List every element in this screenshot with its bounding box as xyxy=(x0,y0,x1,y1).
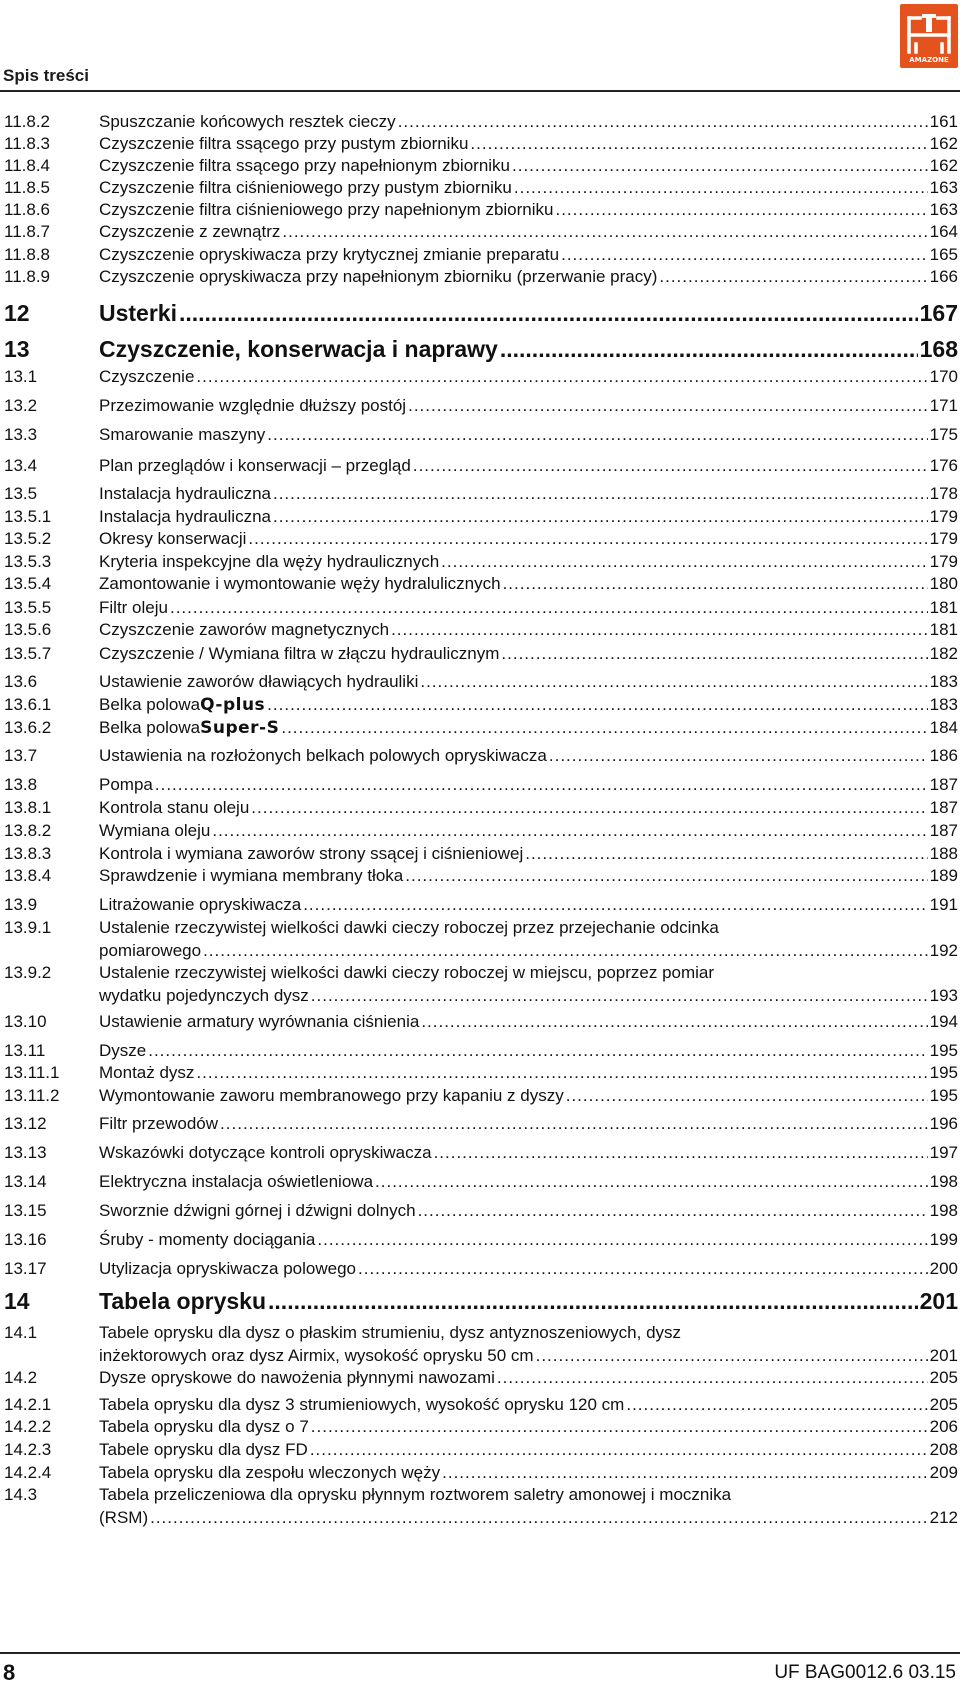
dot-leader xyxy=(497,1368,928,1388)
toc-entry-title: Wymontowanie zaworu membranowego przy kapaniu z dyszy xyxy=(99,1086,564,1105)
dot-leader xyxy=(566,1086,928,1106)
toc-entry-page: 163 xyxy=(929,200,958,219)
dot-leader xyxy=(179,300,918,327)
dot-leader xyxy=(267,695,927,715)
toc-entry-page: 182 xyxy=(929,644,958,663)
toc-entry-page: 166 xyxy=(929,267,958,286)
toc-entry-number: 13.16 xyxy=(4,1230,47,1249)
toc-entry-number: 13.1 xyxy=(4,367,38,386)
toc-entry-number: 11.8.7 xyxy=(4,222,51,241)
dot-leader xyxy=(268,1288,918,1315)
toc-entry-title: Tabele oprysku dla dysz FD xyxy=(99,1440,308,1459)
toc-entry-page: 201 xyxy=(919,1288,958,1314)
toc-entry-page: 197 xyxy=(929,1143,958,1162)
toc-entry-title: Ustalenie rzeczywistej wielkości dawki cieczy roboczej przez przejechanie odcinka xyxy=(99,918,719,937)
toc-entry-page: 181 xyxy=(929,620,958,639)
toc-entry-title: Zamontowanie i wymontowanie węży hydralulicznych xyxy=(99,574,501,593)
dot-leader xyxy=(626,1395,927,1415)
dot-leader xyxy=(413,456,928,476)
toc-entry-page: 164 xyxy=(929,222,958,241)
dot-leader xyxy=(418,1201,928,1221)
toc-entry-page: 187 xyxy=(929,775,958,794)
toc-entry-number: 11.8.9 xyxy=(4,267,51,286)
toc-entry-title: Montaż dysz xyxy=(99,1063,195,1082)
toc-entry-number: 13.8.1 xyxy=(4,798,52,817)
toc-entry-number: 13.9.1 xyxy=(4,918,52,937)
toc-entry-title: Czyszczenie zaworów magnetycznych xyxy=(99,620,390,639)
toc-entry-title: Tabela oprysku xyxy=(99,1288,267,1314)
toc-entry-page: 183 xyxy=(929,672,958,691)
toc-entry-title: Plan przeglądów i konserwacji – przegląd xyxy=(99,456,411,475)
toc-entry-page: 196 xyxy=(929,1114,958,1133)
section-title: Spis treści xyxy=(3,66,89,85)
toc-entry-number: 13.11.1 xyxy=(4,1063,60,1082)
toc-entry-title: Czyszczenie opryskiwacza przy krytycznej zmianie preparatu xyxy=(99,245,560,264)
page-number: 8 xyxy=(3,1660,16,1685)
toc-entry-title-continued: wydatku pojedynczych dysz xyxy=(99,986,309,1005)
dot-leader xyxy=(155,775,928,795)
toc-entry-number: 13.10 xyxy=(4,1012,47,1031)
dot-leader xyxy=(405,866,927,886)
toc-entry-title: Kontrola i wymiana zaworów strony ssącej i ciśnieniowej xyxy=(99,844,524,863)
amazone-logo-icon xyxy=(900,4,958,68)
toc-entry-page: 201 xyxy=(929,1346,958,1365)
toc-entry-title: Sprawdzenie i wymiana membrany tłoka xyxy=(99,866,404,885)
toc-entry-page: 195 xyxy=(929,1063,958,1082)
toc-entry-title: Spuszczanie końcowych resztek cieczy xyxy=(99,112,396,131)
toc-entry-number: 13.8 xyxy=(4,775,38,794)
dot-leader xyxy=(317,1230,927,1250)
toc-entry-page: 179 xyxy=(929,552,958,571)
toc-entry-number: 14.1 xyxy=(4,1323,38,1342)
dot-leader xyxy=(303,895,927,915)
toc-entry-title: Instalacja hydrauliczna xyxy=(99,507,271,526)
toc-entry-number: 14.2.4 xyxy=(4,1463,52,1482)
dot-leader xyxy=(212,821,927,841)
toc-entry-page: 163 xyxy=(929,178,958,197)
dot-leader xyxy=(561,245,928,265)
toc-entry-number: 12 xyxy=(4,300,30,326)
toc-entry-page: 205 xyxy=(929,1368,958,1387)
logo-wordmark: AMAZONE xyxy=(909,56,949,64)
toc-entry-title: Tabela oprysku dla zespołu wleczonych węży xyxy=(99,1463,441,1482)
toc-entry-page: 161 xyxy=(929,112,958,131)
header-divider xyxy=(0,90,960,92)
toc-entry-number: 11.8.5 xyxy=(4,178,51,197)
toc-entry-page: 170 xyxy=(929,367,958,386)
toc-entry-title: Dysze xyxy=(99,1041,147,1060)
toc-entry-number: 11.8.2 xyxy=(4,112,51,131)
product-brand-name: Super-S xyxy=(200,718,280,738)
toc-entry-number: 13.15 xyxy=(4,1201,47,1220)
toc-entry-number: 14 xyxy=(4,1288,30,1314)
toc-entry-title: Czyszczenie filtra ssącego przy pustym zbiorniku xyxy=(99,134,469,153)
toc-entry-title-continued: inżektorowych oraz dysz Airmix, wysokość oprysku 50 cm xyxy=(99,1346,534,1365)
dot-leader xyxy=(251,798,927,818)
toc-entry-page: 186 xyxy=(929,746,958,765)
dot-leader xyxy=(514,178,928,198)
toc-entry-number: 13.8.2 xyxy=(4,821,52,840)
dot-leader xyxy=(273,484,928,504)
toc-entry-number: 13.7 xyxy=(4,746,38,765)
page-header xyxy=(0,0,960,100)
dot-leader xyxy=(398,112,928,132)
toc-entry-title: Elektryczna instalacja oświetleniowa xyxy=(99,1172,374,1191)
toc-entry-page: 212 xyxy=(929,1508,958,1527)
amazone-logo-graphic xyxy=(900,4,958,68)
toc-entry-page: 167 xyxy=(919,300,958,326)
dot-leader xyxy=(391,620,928,640)
toc-entry-page: 193 xyxy=(929,986,958,1005)
toc-entry-number: 14.2.3 xyxy=(4,1440,52,1459)
dot-leader xyxy=(659,267,927,287)
toc-entry-title-continued: (RSM) xyxy=(99,1508,149,1527)
toc-entry-title: Czyszczenie / Wymiana filtra w złączu hydraulicznym xyxy=(99,644,500,663)
footer-divider xyxy=(0,1652,960,1654)
toc-entry-title: Czyszczenie filtra ciśnieniowego przy napełnionym zbiorniku xyxy=(99,200,554,219)
toc-entry-page: 181 xyxy=(929,598,958,617)
dot-leader xyxy=(555,200,927,220)
toc-entry-title: Tabela oprysku dla dysz o 7 xyxy=(99,1417,309,1436)
toc-entry-page: 171 xyxy=(929,396,958,415)
toc-entry-title: Okresy konserwacji xyxy=(99,529,247,548)
toc-entry-title: Dysze opryskowe do nawożenia płynnymi nawozami xyxy=(99,1368,495,1387)
dot-leader xyxy=(408,396,928,416)
toc-entry-title: Belka polowa xyxy=(99,718,201,737)
toc-entry-number: 13.17 xyxy=(4,1259,47,1278)
toc-entry-page: 175 xyxy=(929,425,958,444)
dot-leader xyxy=(267,425,927,445)
dot-leader xyxy=(549,746,928,766)
toc-entry-title: Śruby - momenty dociągania xyxy=(99,1230,316,1249)
toc-entry-number: 13.5.5 xyxy=(4,598,52,617)
dot-leader xyxy=(512,156,928,176)
toc-entry-number: 13.5.6 xyxy=(4,620,52,639)
toc-entry-number: 13 xyxy=(4,336,30,362)
dot-leader xyxy=(536,1346,928,1366)
dot-leader xyxy=(375,1172,928,1192)
dot-leader xyxy=(501,644,927,664)
toc-entry-title: Kryteria inspekcyjne dla węży hydraulicznych xyxy=(99,552,440,571)
dot-leader xyxy=(421,1012,927,1032)
toc-entry-title: Czyszczenie xyxy=(99,367,195,386)
toc-entry-number: 13.6.1 xyxy=(4,695,52,714)
toc-entry-page: 198 xyxy=(929,1201,958,1220)
toc-entry-title: Filtr oleju xyxy=(99,598,168,617)
toc-entry-number: 13.6 xyxy=(4,672,38,691)
toc-entry-page: 162 xyxy=(929,134,958,153)
toc-entry-page: 199 xyxy=(929,1230,958,1249)
toc-entry-title-continued: pomiarowego xyxy=(99,941,202,960)
toc-entry-title: Pompa xyxy=(99,775,153,794)
toc-entry-title: Wymiana oleju xyxy=(99,821,211,840)
toc-entry-page: 165 xyxy=(929,245,958,264)
toc-entry-number: 13.14 xyxy=(4,1172,47,1191)
dot-leader xyxy=(170,598,928,618)
toc-entry-page: 206 xyxy=(929,1417,958,1436)
toc-entry-number: 14.2 xyxy=(4,1368,38,1387)
toc-entry-page: 188 xyxy=(929,844,958,863)
toc-entry-number: 14.2.1 xyxy=(4,1395,52,1414)
toc-entry-title: Ustawienie armatury wyrównania ciśnienia xyxy=(99,1012,420,1031)
toc-entry-title: Smarowanie maszyny xyxy=(99,425,266,444)
toc-entry-number: 13.5.2 xyxy=(4,529,52,548)
dot-leader xyxy=(196,367,927,387)
toc-entry-page: 180 xyxy=(929,574,958,593)
toc-entry-page: 195 xyxy=(929,1086,958,1105)
toc-entry-number: 11.8.3 xyxy=(4,134,51,153)
toc-entry-title: Belka polowa xyxy=(99,695,201,714)
toc-entry-page: 208 xyxy=(929,1440,958,1459)
dot-leader xyxy=(311,1417,928,1437)
toc-entry-number: 13.11 xyxy=(4,1041,46,1060)
toc-entry-page: 162 xyxy=(929,156,958,175)
toc-entry-number: 14.2.2 xyxy=(4,1417,52,1436)
dot-leader xyxy=(470,134,927,154)
toc-entry-page: 187 xyxy=(929,798,958,817)
dot-leader xyxy=(358,1259,928,1279)
toc-entry-number: 13.4 xyxy=(4,456,38,475)
dot-leader xyxy=(273,507,928,527)
toc-entry-title: Przezimowanie względnie dłuższy postój xyxy=(99,396,407,415)
toc-entry-number: 13.5.4 xyxy=(4,574,52,593)
toc-entry-page: 205 xyxy=(929,1395,958,1414)
dot-leader xyxy=(281,718,927,738)
toc-entry-page: 178 xyxy=(929,484,958,503)
toc-entry-number: 13.9 xyxy=(4,895,38,914)
toc-entry-number: 14.3 xyxy=(4,1485,38,1504)
toc-entry-number: 11.8.6 xyxy=(4,200,51,219)
dot-leader xyxy=(148,1041,927,1061)
dot-leader xyxy=(203,941,928,961)
toc-entry-page: 200 xyxy=(929,1259,958,1278)
toc-entry-number: 11.8.4 xyxy=(4,156,51,175)
toc-entry-page: 198 xyxy=(929,1172,958,1191)
toc-entry-number: 13.11.2 xyxy=(4,1086,60,1105)
toc-entry-title: Wskazówki dotyczące kontroli opryskiwacza xyxy=(99,1143,432,1162)
dot-leader xyxy=(442,1463,928,1483)
toc-entry-number: 13.3 xyxy=(4,425,38,444)
toc-entry-title: Czyszczenie, konserwacja i naprawy xyxy=(99,336,498,362)
toc-entry-page: 194 xyxy=(929,1012,958,1031)
toc-entry-number: 13.8.4 xyxy=(4,866,52,885)
dot-leader xyxy=(282,222,927,242)
toc-entry-page: 183 xyxy=(929,695,958,714)
toc-entry-page: 195 xyxy=(929,1041,958,1060)
toc-entry-page: 179 xyxy=(929,507,958,526)
toc-entry-page: 179 xyxy=(929,529,958,548)
dot-leader xyxy=(503,574,928,594)
dot-leader xyxy=(434,1143,928,1163)
toc-entry-title: Filtr przewodów xyxy=(99,1114,219,1133)
document-code: UF BAG0012.6 03.15 xyxy=(774,1662,956,1683)
toc-entry-page: 168 xyxy=(919,336,958,362)
toc-entry-title: Kontrola stanu oleju xyxy=(99,798,250,817)
toc-entry-title: Tabela przeliczeniowa dla oprysku płynnym roztworem saletry amonowej i mocznika xyxy=(99,1485,732,1504)
toc-entry-number: 11.8.8 xyxy=(4,245,51,264)
toc-entry-title: Ustawienia na rozłożonych belkach polowych opryskiwacza xyxy=(99,746,547,765)
dot-leader xyxy=(150,1508,928,1528)
product-brand-name: Q-plus xyxy=(200,695,266,715)
toc-entry-number: 13.2 xyxy=(4,396,38,415)
toc-entry-number: 13.13 xyxy=(4,1143,47,1162)
toc-entry-number: 13.12 xyxy=(4,1114,47,1133)
dot-leader xyxy=(500,336,918,363)
toc-entry-number: 13.5 xyxy=(4,484,38,503)
dot-leader xyxy=(220,1114,928,1134)
toc-entry-number: 13.5.3 xyxy=(4,552,52,571)
toc-entry-title: Utylizacja opryskiwacza polowego xyxy=(99,1259,357,1278)
toc-entry-page: 192 xyxy=(929,941,958,960)
toc-entry-page: 187 xyxy=(929,821,958,840)
toc-entry-page: 209 xyxy=(929,1463,958,1482)
toc-entry-page: 191 xyxy=(929,895,958,914)
toc-entry-page: 189 xyxy=(929,866,958,885)
dot-leader xyxy=(525,844,927,864)
toc-entry-number: 13.9.2 xyxy=(4,963,52,982)
dot-leader xyxy=(420,672,927,692)
toc-entry-number: 13.5.7 xyxy=(4,644,52,663)
toc-entry-number: 13.8.3 xyxy=(4,844,52,863)
toc-entry-title: Litrażowanie opryskiwacza xyxy=(99,895,302,914)
toc-entry-title: Czyszczenie z zewnątrz xyxy=(99,222,281,241)
toc-entry-title: Sworznie dźwigni górnej i dźwigni dolnych xyxy=(99,1201,416,1220)
toc-entry-page: 184 xyxy=(929,718,958,737)
dot-leader xyxy=(248,529,927,549)
toc-entry-number: 13.5.1 xyxy=(4,507,52,526)
dot-leader xyxy=(196,1063,927,1083)
toc-entry-number: 13.6.2 xyxy=(4,718,52,737)
toc-entry-title: Czyszczenie opryskiwacza przy napełnionym zbiorniku (przerwanie pracy) xyxy=(99,267,658,286)
toc-entry-title: Instalacja hydrauliczna xyxy=(99,484,271,503)
toc-entry-title: Usterki xyxy=(99,300,177,326)
toc-entry-title: Czyszczenie filtra ciśnieniowego przy pustym zbiorniku xyxy=(99,178,512,197)
toc-entry-title: Tabele oprysku dla dysz o płaskim strumieniu, dysz antyznoszeniowych, dysz xyxy=(99,1323,682,1342)
dot-leader xyxy=(310,1440,928,1460)
toc-entry-title: Czyszczenie filtra ssącego przy napełnionym zbiorniku xyxy=(99,156,511,175)
toc-entry-title: Ustalenie rzeczywistej wielkości dawki cieczy roboczej w miejscu, poprzez pomiar xyxy=(99,963,715,982)
toc-entry-title: Ustawienie zaworów dławiących hydrauliki xyxy=(99,672,419,691)
toc-entry-title: Tabela oprysku dla dysz 3 strumieniowych, wysokość oprysku 120 cm xyxy=(99,1395,625,1414)
toc-entry-page: 176 xyxy=(929,456,958,475)
dot-leader xyxy=(441,552,927,572)
dot-leader xyxy=(311,986,928,1006)
